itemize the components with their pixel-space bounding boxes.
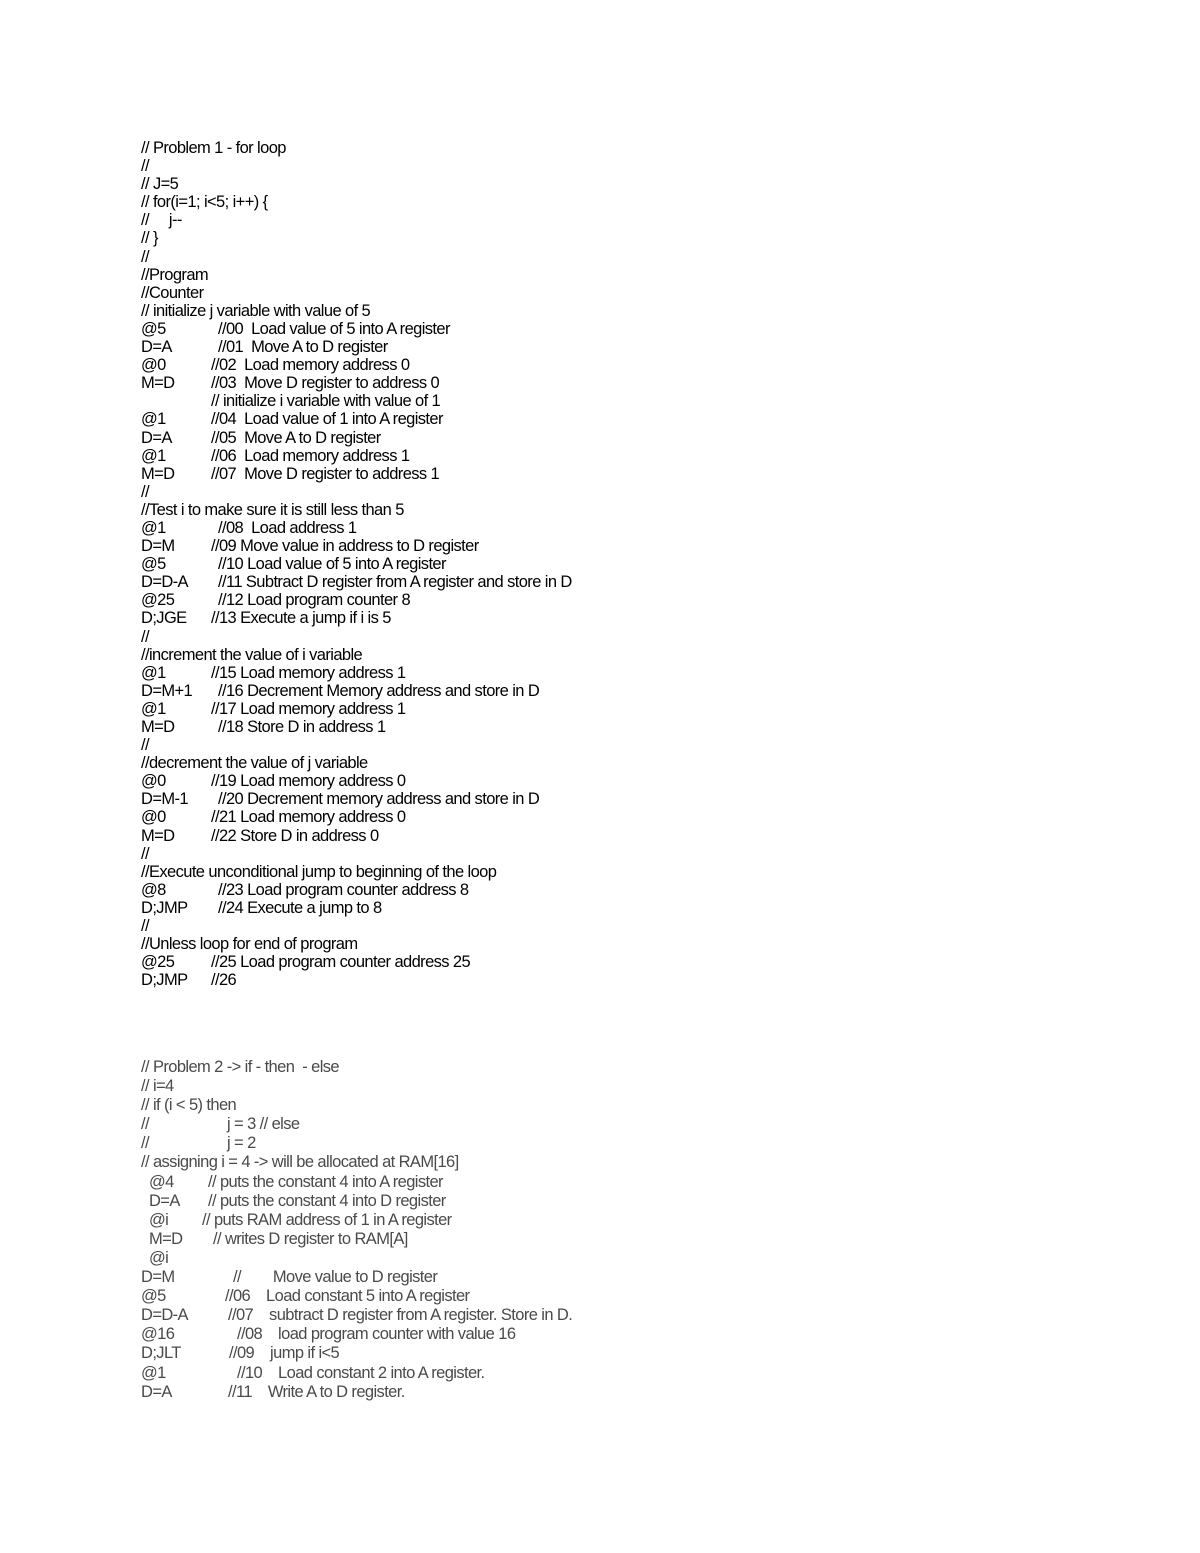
code-comment: //03 Move D register to address 0 [211, 374, 440, 393]
code-instruction: // [141, 157, 149, 176]
code-comment: //08 load program counter with value 16 [237, 1325, 516, 1344]
code-instruction: @0 [141, 808, 166, 827]
code-line [141, 863, 1141, 881]
code-line [141, 772, 1141, 790]
problem-2-code-block [141, 1058, 1141, 1402]
code-line [141, 410, 1141, 428]
code-instruction: //decrement the value of j variable [141, 754, 368, 773]
code-comment: //16 Decrement Memory address and store in D [218, 681, 540, 700]
code-instruction: @1 [141, 699, 166, 718]
code-instruction: M=D [141, 374, 175, 393]
code-line [141, 1325, 1141, 1344]
code-line [141, 736, 1141, 754]
code-line [141, 320, 1141, 338]
code-line [141, 537, 1141, 555]
code-instruction: @5 [141, 1287, 166, 1306]
code-instruction: // Problem 1 - for loop [141, 139, 286, 157]
code-line [141, 573, 1141, 591]
code-instruction: // i=4 [141, 1077, 174, 1096]
code-instruction: @5 [141, 555, 166, 574]
code-instruction: // [141, 482, 149, 501]
code-line [141, 953, 1141, 971]
code-comment: //18 Store D in address 1 [218, 718, 386, 736]
problem-1-code-block [141, 139, 1141, 989]
code-line [141, 1306, 1141, 1325]
code-comment: //11 Write A to D register. [228, 1382, 405, 1401]
code-line [141, 917, 1141, 935]
code-instruction: D=A [141, 1191, 180, 1210]
code-instruction: M=D [141, 826, 175, 845]
code-instruction: // [141, 736, 149, 755]
code-line [141, 1077, 1141, 1096]
code-comment: //06 Load memory address 1 [211, 446, 410, 465]
code-line [141, 338, 1141, 356]
code-instruction: // [141, 917, 149, 936]
code-instruction: //increment the value of i variable [141, 645, 363, 664]
code-comment: //07 subtract D register from A register. Store in D. [228, 1306, 573, 1325]
code-line [141, 790, 1141, 808]
code-instruction: // [141, 247, 149, 266]
code-comment: //10 Load constant 2 into A register. [237, 1363, 485, 1382]
code-instruction: D=M-1 [141, 790, 188, 809]
code-instruction: // assigning i = 4 -> will be allocated at RAM[16] [141, 1153, 459, 1172]
code-instruction: // for(i=1; i<5; i++) { [141, 193, 268, 212]
code-instruction: D=M [141, 1268, 175, 1287]
code-line [141, 754, 1141, 772]
code-line [141, 1115, 1141, 1134]
code-instruction: //Unless loop for end of program [141, 935, 358, 954]
code-comment: //00 Load value of 5 into A register [218, 319, 450, 338]
code-line [141, 646, 1141, 664]
code-instruction: // } [141, 229, 158, 248]
code-line [141, 483, 1141, 501]
code-instruction: // [141, 844, 149, 863]
code-comment: //05 Move A to D register [211, 428, 381, 447]
code-instruction: @5 [141, 319, 166, 338]
code-comment: //09 Move value in address to D register [211, 537, 479, 556]
code-comment: //15 Load memory address 1 [211, 663, 406, 682]
code-line [141, 447, 1141, 465]
code-comment: //24 Execute a jump to 8 [218, 898, 382, 917]
code-comment: //04 Load value of 1 into A register [211, 410, 443, 429]
code-line [141, 845, 1141, 863]
code-instruction: // if (i < 5) then [141, 1096, 237, 1115]
code-line [141, 935, 1141, 953]
code-instruction: // j-- [141, 211, 182, 230]
code-comment: // Move value to D register [233, 1268, 438, 1287]
code-instruction: D=D-A [141, 1306, 188, 1325]
code-line [141, 682, 1141, 700]
code-line [141, 700, 1141, 718]
code-line [141, 1173, 1141, 1192]
code-instruction: D=M+1 [141, 681, 193, 700]
code-line [141, 827, 1141, 845]
code-comment: //02 Load memory address 0 [211, 356, 410, 375]
code-line [141, 971, 1141, 989]
code-instruction: // [141, 627, 149, 646]
code-line [141, 284, 1141, 302]
code-instruction: //Test i to make sure it is still less than 5 [141, 500, 404, 519]
code-comment: //09 jump if i<5 [229, 1344, 340, 1363]
code-instruction: @0 [141, 356, 166, 375]
code-instruction: @1 [141, 410, 166, 429]
code-line [141, 718, 1141, 736]
code-line [141, 429, 1141, 447]
code-instruction: @i [141, 1210, 169, 1229]
code-line [141, 374, 1141, 392]
code-line [141, 609, 1141, 627]
code-line [141, 356, 1141, 374]
code-instruction: @1 [141, 446, 166, 465]
code-line [141, 899, 1141, 917]
code-instruction: @25 [141, 591, 175, 610]
code-comment: //01 Move A to D register [218, 338, 388, 357]
code-instruction: @25 [141, 953, 175, 972]
code-comment: // writes D register to RAM[A] [213, 1229, 408, 1248]
code-line [141, 1153, 1141, 1172]
code-instruction: //Counter [141, 283, 204, 302]
code-line [141, 881, 1141, 899]
code-line [141, 1192, 1141, 1211]
code-instruction: D=A [141, 338, 172, 357]
code-instruction: @1 [141, 518, 166, 537]
code-instruction: M=D [141, 718, 175, 736]
code-line [141, 1344, 1141, 1363]
code-instruction: D;JMP [141, 971, 188, 990]
code-comment: //21 Load memory address 0 [211, 808, 406, 827]
code-comment: //25 Load program counter address 25 [211, 953, 471, 972]
code-line [141, 1287, 1141, 1306]
code-line [141, 1058, 1141, 1077]
code-line [141, 248, 1141, 266]
code-comment: j = 2 [227, 1134, 256, 1153]
code-instruction: D=A [141, 428, 172, 447]
code-line [141, 519, 1141, 537]
code-comment: //11 Subtract D register from A register and store in D [218, 573, 572, 592]
code-instruction: //Execute unconditional jump to beginning of the loop [141, 862, 497, 881]
code-line [141, 266, 1141, 284]
code-comment: //20 Decrement memory address and store in D [218, 790, 540, 809]
code-instruction: // [141, 1115, 149, 1134]
code-line [141, 1268, 1141, 1287]
code-instruction: //Program [141, 265, 209, 284]
code-comment: // puts the constant 4 into D register [208, 1191, 446, 1210]
code-comment: //13 Execute a jump if i is 5 [211, 609, 391, 628]
code-line [141, 302, 1141, 320]
code-line [141, 139, 1141, 157]
code-comment: //06 Load constant 5 into A register [225, 1287, 470, 1306]
code-comment: //07 Move D register to address 1 [211, 464, 440, 483]
code-line [141, 1364, 1141, 1383]
code-line [141, 175, 1141, 193]
code-line [141, 555, 1141, 573]
code-comment: //12 Load program counter 8 [218, 591, 411, 610]
code-line [141, 392, 1141, 410]
code-comment: //17 Load memory address 1 [211, 699, 406, 718]
code-line [141, 229, 1141, 247]
code-line [141, 628, 1141, 646]
code-comment: // initialize i variable with value of 1 [211, 392, 441, 411]
code-instruction: D;JLT [141, 1344, 181, 1363]
code-line [141, 664, 1141, 682]
code-instruction: D=M [141, 537, 175, 556]
code-comment: //22 Store D in address 0 [211, 826, 379, 845]
code-instruction: @4 [141, 1172, 174, 1191]
code-instruction: M=D [141, 1229, 183, 1248]
code-instruction: D;JGE [141, 609, 187, 628]
code-line [141, 193, 1141, 211]
code-instruction: D=D-A [141, 573, 188, 592]
code-instruction: // Problem 2 -> if - then - else [141, 1058, 339, 1076]
code-instruction: D;JMP [141, 898, 188, 917]
code-line [141, 465, 1141, 483]
code-line [141, 1383, 1141, 1402]
code-instruction: D=A [141, 1382, 172, 1401]
code-instruction: @i [141, 1248, 169, 1267]
code-line [141, 808, 1141, 826]
code-comment: //26 [211, 971, 237, 990]
code-instruction: // [141, 1134, 149, 1153]
code-instruction: // initialize j variable with value of 5 [141, 301, 371, 320]
code-line [141, 157, 1141, 175]
code-comment: // puts RAM address of 1 in A register [202, 1210, 452, 1229]
code-instruction: M=D [141, 464, 175, 483]
code-comment: j = 3 // else [227, 1115, 300, 1134]
code-line [141, 1134, 1141, 1153]
code-line [141, 1211, 1141, 1230]
code-line [141, 211, 1141, 229]
code-comment: //19 Load memory address 0 [211, 772, 406, 791]
code-line [141, 501, 1141, 519]
code-instruction: @0 [141, 772, 166, 791]
code-comment: //23 Load program counter address 8 [218, 880, 469, 899]
code-line [141, 591, 1141, 609]
code-instruction: @16 [141, 1325, 175, 1344]
code-instruction: @1 [141, 1363, 166, 1382]
code-comment: // puts the constant 4 into A register [208, 1172, 443, 1191]
code-instruction: // J=5 [141, 175, 179, 194]
code-instruction: @1 [141, 663, 166, 682]
code-instruction: @8 [141, 880, 166, 899]
code-comment: //10 Load value of 5 into A register [218, 555, 446, 574]
code-line [141, 1230, 1141, 1249]
code-comment: //08 Load address 1 [218, 518, 357, 537]
code-line [141, 1249, 1141, 1268]
code-line [141, 1096, 1141, 1115]
